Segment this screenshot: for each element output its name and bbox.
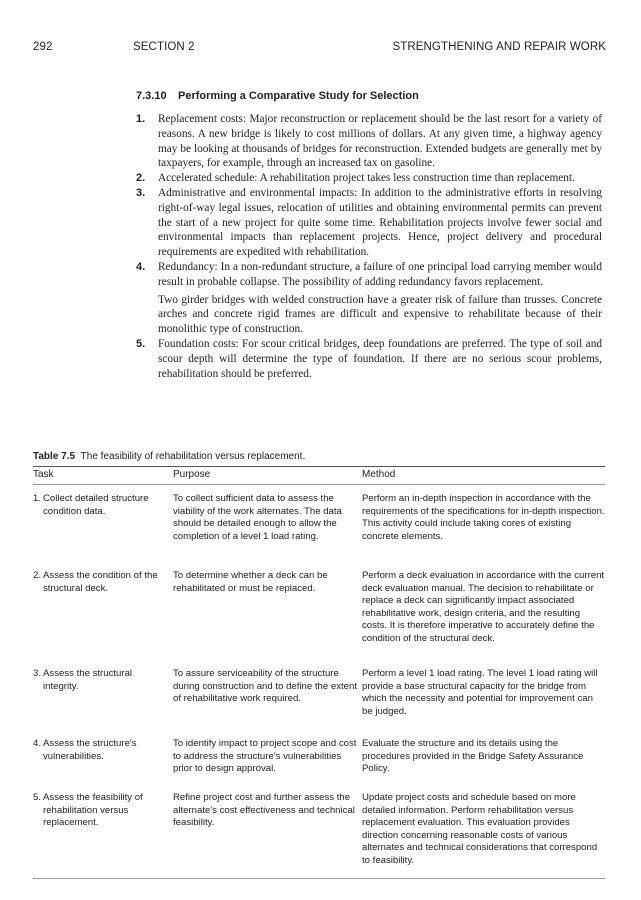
reasons-list: [136, 112, 602, 381]
list-item-number: 3.: [136, 186, 146, 199]
table-row: [33, 485, 605, 562]
task-number: 5.: [33, 792, 42, 803]
table-label: Table 7.5: [33, 451, 76, 462]
table-header-row: [33, 467, 605, 484]
table-row: [33, 784, 605, 878]
list-item-paragraph: Two girder bridges with welded construction have a greater risk of failure than trusses. Concrete arches and concrete rigid frames are difficult and expensive to rehabilitate because of their monolithic type of construction.: [158, 293, 602, 336]
method-cell: Evaluate the structure and its details using the procedures provided in the Bridge Safety Assurance Policy.: [362, 738, 584, 775]
running-chapter-title: STRENGTHENING AND REPAIR WORK: [392, 41, 606, 53]
list-item-number: 4.: [136, 260, 146, 273]
task-cell: [33, 668, 173, 730]
method-cell: Perform a level 1 load rating. The level 1 load rating will provide a base structural capacity for the bridge from which the necessity and potential for improvement can be judged.: [362, 668, 598, 717]
section-title: Performing a Comparative Study for Selection: [178, 90, 419, 102]
list-item-text: Foundation costs: For scour critical bridges, deep foundations are preferred. The type of soil and scour depth will determine the type of foundation. If there are no serious scour problems, rehabilitation should be preferred.: [158, 337, 602, 380]
task-text: Assess the feasibility of rehabilitation versus replacement.: [43, 792, 143, 829]
table-caption: [33, 451, 305, 462]
table-row: [33, 730, 605, 784]
list-item-text: Redundancy: In a non-redundant structure, a failure of one principal load carrying member would result in probable collapse. The possibility of adding redundancy favors replacement.: [158, 260, 602, 288]
task-text: Assess the structural integrity.: [43, 668, 133, 692]
list-item: [136, 186, 602, 260]
task-text: Assess the structure's vulnerabilities.: [43, 738, 137, 762]
list-item: [136, 260, 602, 337]
task-cell: [33, 493, 173, 562]
task-cell: [33, 738, 173, 784]
list-item: [136, 112, 602, 171]
section-number: 7.3.10: [136, 90, 167, 102]
task-cell: [33, 792, 173, 878]
page-number: 292: [33, 41, 53, 53]
table-bottom-rule: [33, 878, 605, 879]
table-caption-text: The feasibility of rehabilitation versus replacement.: [80, 451, 306, 462]
list-item-text: Administrative and environmental impacts: In addition to the administrative efforts in resolving right-of-way legal issues, relocation of utilities and obtaining environmental permits can prevent the start of a new project for quite some time. Rehabilitation projects involve fewer social and environmental impacts than replacement projects. Hence, project delivery and procedural requirements are expedited with rehabilitation.: [158, 186, 602, 259]
running-section: SECTION 2: [133, 41, 195, 53]
method-cell: Perform a deck evaluation in accordance with the current deck evaluation manual. The decision to rehabilitate or replace a deck can significantly impact associated rehabilitative work, design criteria, and the resulting costs. It is therefore imperative to accurately define the condition of the structural deck.: [362, 570, 605, 644]
task-cell: [33, 570, 173, 660]
purpose-cell: Refine project cost and further assess the alternate's cost effectiveness and technical feasibility.: [173, 792, 355, 829]
list-item: [136, 337, 602, 381]
method-cell: Perform an in-depth inspection in accordance with the requirements of the specifications for in-depth inspection. This activity could include taking cores of existing concrete elements.: [362, 493, 605, 542]
feasibility-table: [33, 466, 605, 879]
column-header-purpose: Purpose: [173, 469, 211, 481]
table-row: [33, 660, 605, 730]
task-number: 4.: [33, 738, 42, 749]
list-item-number: 1.: [136, 113, 146, 125]
task-number: 2.: [33, 570, 42, 581]
table-row: [33, 562, 605, 660]
section-heading: [136, 90, 419, 102]
list-item-text: Accelerated schedule: A rehabilitation project takes less construction time than replacement.: [158, 172, 575, 185]
list-item: [136, 171, 602, 186]
purpose-cell: To determine whether a deck can be rehabilitated or must be replaced.: [173, 570, 328, 594]
task-text: Collect detailed structure condition data.: [43, 493, 149, 517]
method-cell: Update project costs and schedule based on more detailed information. Perform rehabilitation versus replacement evaluation. This evaluation provides direction concerning reasonable costs of various alternates and technical considerations that correspond to feasibility.: [362, 792, 598, 866]
purpose-cell: To collect sufficient data to assess the viability of the work alternates. The data should be detailed enough to allow the completion of a level 1 load rating.: [173, 493, 342, 542]
list-item-text: Replacement costs: Major reconstruction or replacement should be the last resort for a variety of reasons. A new bridge is likely to cost millions of dollars. At any given time, a highway agency may be looking at thousands of bridges for reconstruction. Extended budgets are generally met by taxpayers, for example, through an increased tax on gasoline.: [158, 113, 602, 170]
list-item-number: 2.: [136, 172, 146, 185]
purpose-cell: To identify impact to project scope and cost to address the structure's vulnerabilities prior to design approval.: [173, 738, 357, 775]
task-number: 3.: [33, 668, 42, 679]
list-item-number: 5.: [136, 337, 146, 350]
task-text: Assess the condition of the structural deck.: [43, 570, 158, 594]
column-header-method: Method: [362, 469, 396, 481]
column-header-task: Task: [33, 469, 54, 481]
purpose-cell: To assure serviceability of the structure during construction and to define the extent of rehabilitative work required.: [173, 668, 358, 705]
task-number: 1.: [33, 493, 42, 504]
